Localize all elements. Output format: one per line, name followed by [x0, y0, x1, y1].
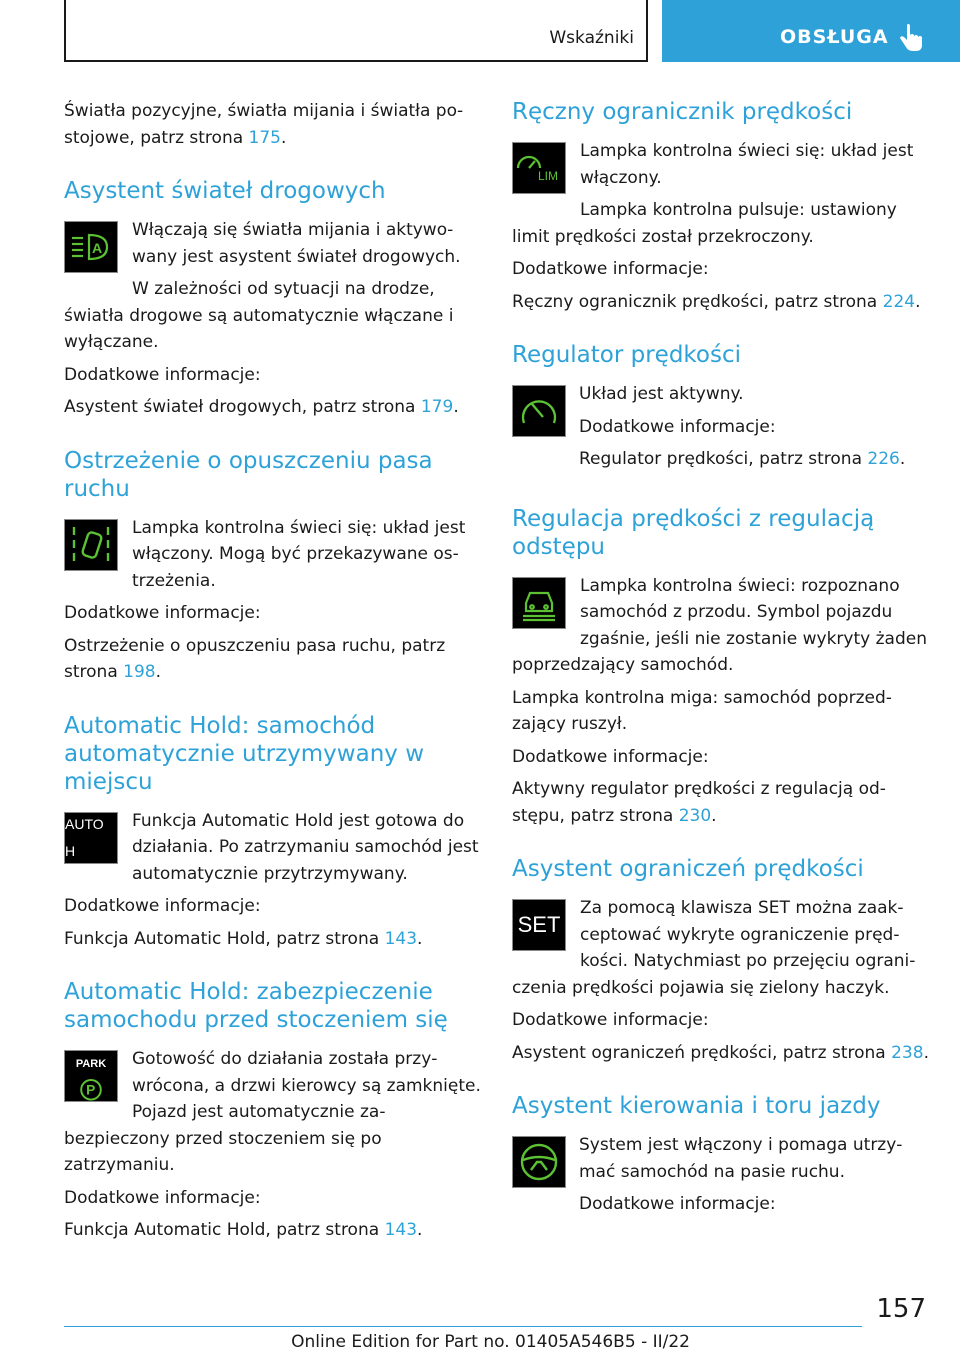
right-column [512, 98, 930, 1224]
svg-text:A: A [92, 240, 103, 256]
set-button-icon: SET [512, 899, 566, 951]
indicator-entry [64, 217, 482, 362]
reference-paragraph: Funkcja Automatic Hold, patrz strona 143. [64, 928, 423, 949]
page-link[interactable]: 143 [384, 928, 418, 949]
more-info-label: Dodatkowe informacje: [64, 364, 261, 385]
indicator-entry [512, 138, 930, 256]
page-link[interactable]: 230 [678, 805, 712, 826]
more-info-label: Dodatkowe informacje: [512, 1010, 709, 1030]
paragraph: Układ jest aktywny. [579, 384, 744, 404]
more-info-label: Dodatkowe informacje: [579, 416, 776, 437]
indicator-entry [512, 1132, 930, 1224]
more-info-label: Dodatkowe informacje: [64, 896, 261, 916]
paragraph: Lampka kontrolna świeci: rozpoznano samochód z przodu. Symbol pojazdu zgaśnie, jeśli nie zostanie wykryty żaden poprzedzający samochód. [512, 575, 927, 675]
section-title: Ostrzeżenie o opuszczeniu pasa ruchu [64, 447, 433, 502]
cruise-control-icon [512, 385, 566, 437]
paragraph: Włączają się światła mijania i aktywowany jest asystent świateł drogowych. [132, 220, 461, 267]
svg-text:LIM: LIM [538, 169, 559, 183]
page-link[interactable]: 224 [882, 291, 916, 312]
paragraph: Gotowość do działania została przywrócona, a drzwi kierowcy są zamknięte. Pojazd jest automatycznie zabezpieczony przed stoczeniem się po zatrzymaniu. [64, 1049, 481, 1175]
reference-paragraph: Asystent ograniczeń prędkości, patrz strona 238. [512, 1042, 929, 1063]
page-number: 157 [876, 1294, 926, 1324]
header-tab[interactable] [662, 0, 960, 62]
distance-control-icon [512, 577, 566, 629]
indicator-entry [64, 1046, 482, 1185]
footer-divider [64, 1326, 862, 1327]
header-section-box [64, 0, 648, 62]
paragraph: Lampka kontrolna pulsuje: ustawiony limit prędkości został przekroczony. [512, 200, 897, 247]
paragraph: Za pomocą klawisza SET można zaakceptować wykryte ograniczenie prędkości. Natychmiast po przejęciu ograniczenia prędkości pojawia się zielony haczyk. [512, 898, 916, 998]
reference-paragraph: Ostrzeżenie o opuszczeniu pasa ruchu, patrz strona 198. [64, 635, 446, 682]
intro-paragraph: Światła pozycyjne, światła mijania i światła postojowe, patrz strona 175. [64, 101, 464, 148]
header-section-label: Wskaźniki [549, 28, 634, 48]
section-title: Regulacja prędkości z regulacją odstępu [512, 505, 875, 560]
paragraph: Lampka kontrolna świeci się: układ jest włączony. Mogą być przekazywane ostrzeżenia. [132, 517, 466, 591]
steering-wheel-icon [512, 1136, 566, 1188]
paragraph: W zależności od sytuacji na drodze, światła drogowe są automatycznie włączane i wyłączane. [64, 279, 454, 352]
speed-limiter-icon [512, 142, 566, 194]
header-tab-label: OBSŁUGA [780, 26, 889, 48]
reference-paragraph: Asystent świateł drogowych, patrz strona 179. [64, 397, 459, 417]
page-link[interactable]: 179 [420, 397, 454, 417]
more-info-label: Dodatkowe informacje: [64, 1187, 261, 1208]
more-info-label: Dodatkowe informacje: [64, 603, 261, 623]
indicator-entry [64, 808, 482, 894]
section-title: Regulator prędkości [512, 342, 742, 368]
paragraph: System jest włączony i pomaga utrzymać samochód na pasie ruchu. [579, 1135, 903, 1182]
reference-paragraph: Aktywny regulator prędkości z regulacją odstępu, patrz strona 230. [512, 779, 886, 826]
reference-paragraph: Funkcja Automatic Hold, patrz strona 143. [64, 1220, 423, 1240]
paragraph: Lampka kontrolna miga: samochód poprzedzający ruszył. [512, 687, 892, 734]
more-info-label: Dodatkowe informacje: [512, 259, 709, 279]
section-title: Automatic Hold: zabezpieczenie samochodu przed stoczeniem się [64, 979, 448, 1033]
indicator-entry [512, 573, 930, 685]
park-hold-icon: PARK P [64, 1050, 118, 1102]
reference-paragraph: Regulator prędkości, patrz strona 226. [579, 449, 906, 469]
footer-text: Online Edition for Part no. 01405A546B5 - II/22 [291, 1332, 690, 1352]
section-title: Ręczny ogranicznik prędkości [512, 99, 853, 125]
page-link[interactable]: 198 [123, 662, 156, 682]
more-info-label: Dodatkowe informacje: [512, 746, 709, 767]
section-title: Asystent kierowania i toru jazdy [512, 1093, 881, 1119]
page-link[interactable]: 226 [867, 449, 900, 469]
reference-paragraph: Ręczny ogranicznik prędkości, patrz strona 224. [512, 291, 921, 312]
indicator-entry [64, 515, 482, 601]
paragraph: Lampka kontrolna świeci się: układ jest włączony. [580, 141, 914, 188]
auto-hold-icon: AUTO H [64, 812, 118, 864]
svg-text:P: P [86, 1082, 96, 1098]
indicator-entry [512, 895, 930, 1007]
indicator-entry [512, 381, 930, 479]
page-link[interactable]: 238 [891, 1042, 924, 1063]
section-title: Automatic Hold: samochód automatycznie utrzymywany w miejscu [64, 712, 425, 795]
high-beam-assist-icon [64, 221, 118, 273]
hand-pointer-icon [898, 24, 924, 54]
section-title: Asystent ograniczeń prędkości [512, 856, 864, 882]
paragraph: Funkcja Automatic Hold jest gotowa do działania. Po zatrzymaniu samochód jest automatycznie przytrzymywany. [132, 810, 479, 884]
section-title: Asystent świateł drogowych [64, 178, 386, 204]
lane-departure-icon [64, 519, 118, 571]
left-column [64, 98, 482, 1250]
page-link[interactable]: 175 [248, 127, 281, 148]
more-info-label: Dodatkowe informacje: [579, 1194, 776, 1214]
page-link[interactable]: 143 [384, 1220, 418, 1240]
